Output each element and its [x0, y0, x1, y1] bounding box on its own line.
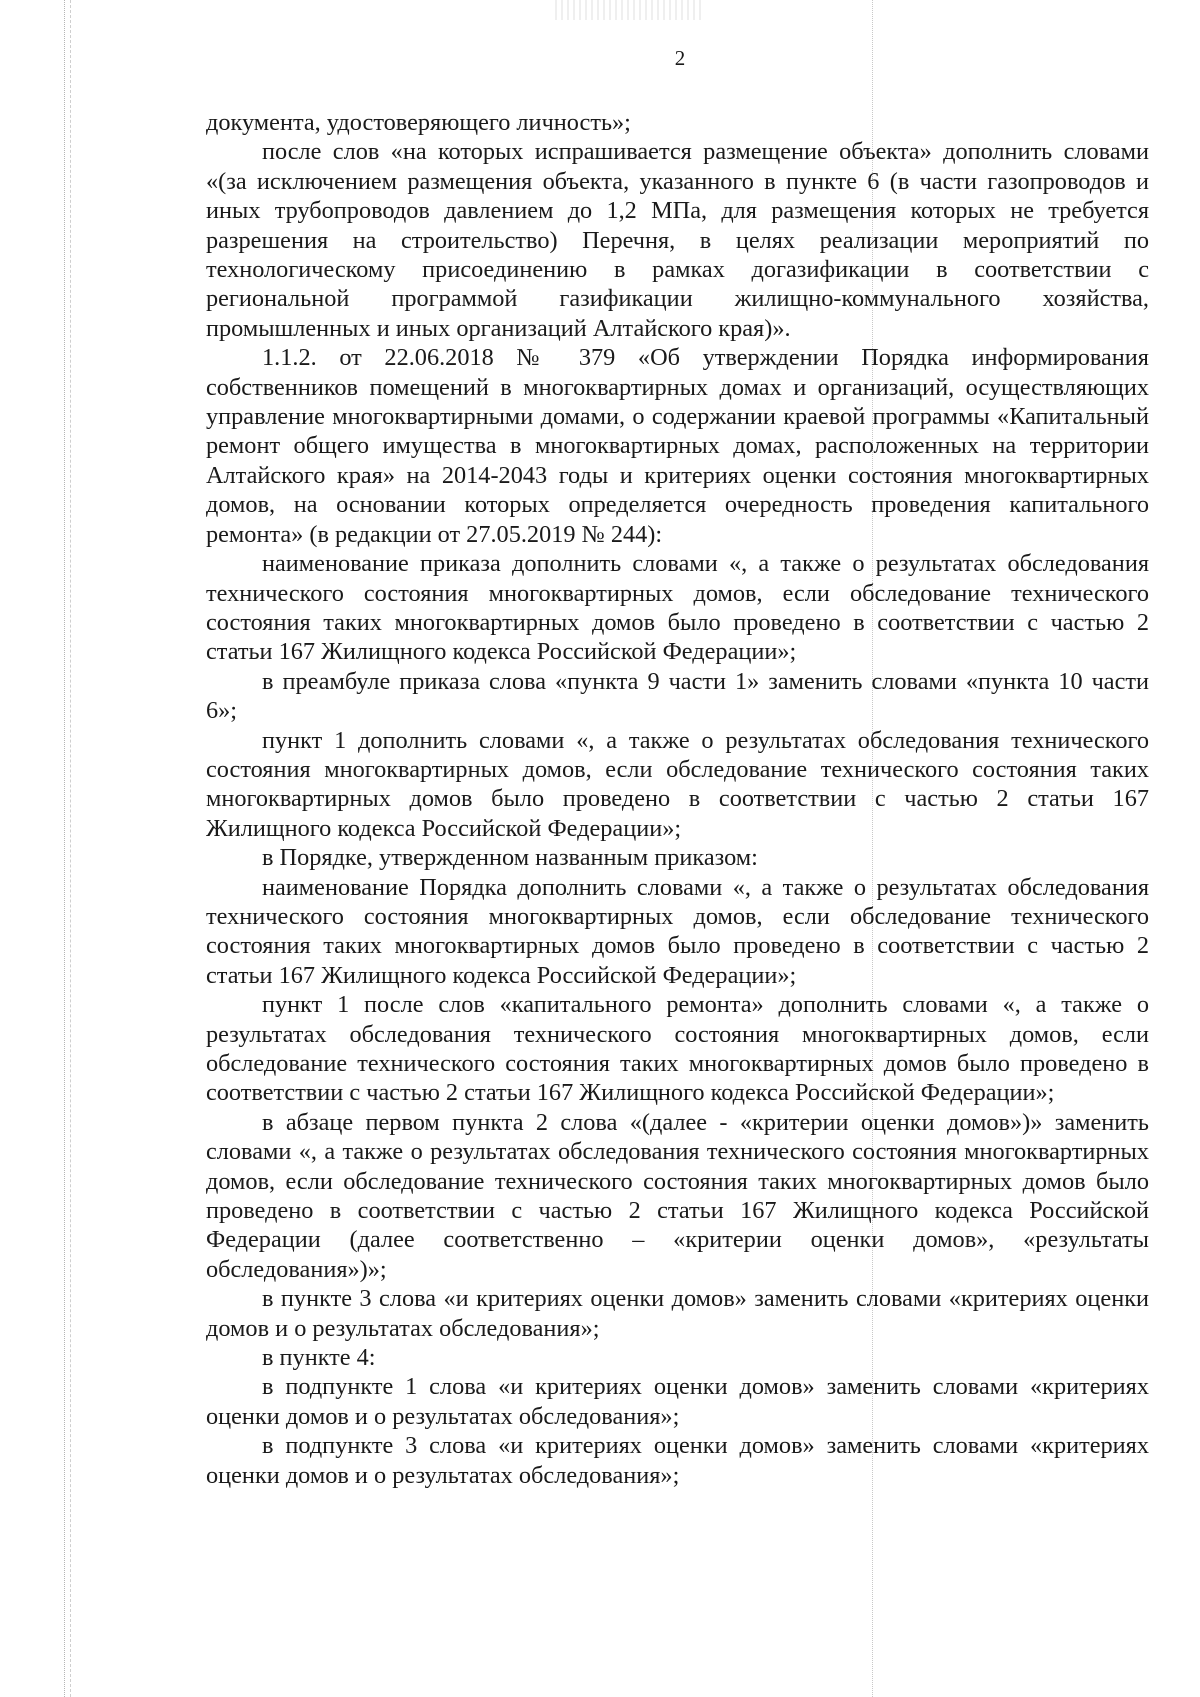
paragraph: после слов «на которых испрашивается размещение объекта» дополнить словами «(за исключением размещения объекта, указанного в пункте 6 (в части газопроводов и иных трубопроводов давлением до 1,2 МПа, для размещения которых не требуется разрешения на строительство) Перечня, в целях реализации мероприятий по технологическому присоединению в рамках догазификации в соответствии с региональной программой газификации жилищно-коммунального хозяйства, промышленных и иных организаций Алтайского края)». — [206, 138, 1149, 342]
paragraph: в Порядке, утвержденном названным приказом: — [262, 844, 758, 872]
paragraph: наименование Порядка дополнить словами «, а также о результатах обследования технического состояния многоквартирных домов, если обследование технического состояния таких многоквартирных домов было проведено в соответствии с частью 2 статьи 167 Жилищного кодекса Российской Федерации»; — [206, 873, 1149, 989]
paragraph: в подпункте 1 слова «и критериях оценки домов» заменить словами «критериях оценки домов и о результатах обследования»; — [206, 1373, 1149, 1430]
paragraph: в абзаце первом пункта 2 слова «(далее - «критерии оценки домов»)» заменить словами «, а также о результатах обследования технического состояния многоквартирных домов, если обследование технического состояния таких многоквартирных домов было проведено в соответствии с частью 2 статьи 167 Жилищного кодекса Российской Федерации (далее соответственно – «критерии оценки домов», «результаты обследования»)»; — [206, 1108, 1149, 1283]
paragraph: в преамбуле приказа слова «пункта 9 части 1» заменить словами «пункта 10 части 6»; — [206, 667, 1149, 725]
page-number: 2 — [674, 46, 686, 70]
document-body — [206, 108, 1149, 1490]
paragraph: пункт 1 после слов «капитального ремонта» дополнить словами «, а также о результатах обследования технического состояния многоквартирных домов, если обследование технического состояния таких многоквартирных домов было проведено в соответствии с частью 2 статьи 167 Жилищного кодекса Российской Федерации»; — [206, 991, 1149, 1107]
paragraph: в подпункте 3 слова «и критериях оценки домов» заменить словами «критериях оценки домов и о результатах обследования»; — [206, 1432, 1149, 1489]
paragraph: документа, удостоверяющего личность»; — [206, 109, 631, 136]
paragraph: в пункте 3 слова «и критериях оценки домов» заменить словами «критериях оценки домов и о результатах обследования»; — [206, 1285, 1149, 1342]
paragraph: пункт 1 дополнить словами «, а также о результатах обследования технического состояния многоквартирных домов, если обследование технического состояния таких многоквартирных домов было проведено в соответствии с частью 2 статьи 167 Жилищного кодекса Российской Федерации»; — [206, 726, 1149, 842]
paragraph: в пункте 4: — [262, 1344, 376, 1372]
paragraph: наименование приказа дополнить словами «, а также о результатах обследования технического состояния многоквартирных домов, если обследование технического состояния таких многоквартирных домов было проведено в соответствии с частью 2 статьи 167 Жилищного кодекса Российской Федерации»; — [206, 550, 1149, 666]
scan-edge-line — [70, 0, 71, 1697]
scan-edge-line — [64, 0, 65, 1697]
scan-artifact — [555, 0, 705, 20]
paragraph: 1.1.2. от 22.06.2018 № 379 «Об утверждении Порядка информирования собственников помещений в многоквартирных домах и организаций, осуществляющих управление многоквартирными домами, о содержании краевой программы «Капитальный ремонт общего имущества в многоквартирных домах, расположенных на территории Алтайского края» на 2014-2043 годы и критериях оценки состояния многоквартирных домов, на основании которых определяется очередность проведения капитального ремонта» (в редакции от 27.05.2019 № 244): — [206, 344, 1149, 548]
